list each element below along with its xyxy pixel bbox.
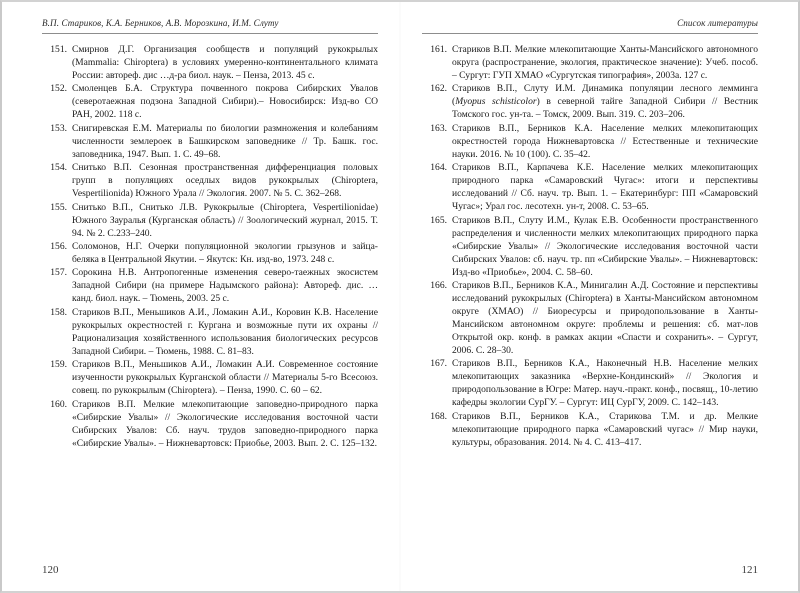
right-page (400, 0, 800, 593)
left-page-number: 120 (42, 564, 59, 576)
reference-text: Стариков В.П., Берников К.А. Население мелких млекопитающих окрестностей города Нижневартовска // Естественные и технические науки. 2016. № 10 (100). С. 35–42. (452, 122, 758, 160)
reference-entry (42, 306, 378, 358)
reference-entry (42, 358, 378, 397)
right-page-number: 121 (741, 564, 758, 576)
reference-entry (422, 214, 758, 279)
reference-number: 161. (430, 44, 447, 55)
reference-entry (422, 122, 758, 161)
reference-number: 155. (50, 201, 67, 213)
reference-entry (42, 82, 378, 121)
reference-number: 165. (430, 214, 447, 226)
reference-entry (422, 161, 758, 213)
reference-text: Стариков В.П., Слуту И.М., Кулак Е.В. Особенности пространственного распределения и численности мелких млекопитающих природного парка «Сибирские Увалы» // Экологические исследования восточной части Сибирских Увалов: сб. науч. тр. пп «Сибирские Увалы». – Нижневартовск: Изд-во «Приобье», 2004. С. 58–60. (452, 214, 758, 278)
right-reference-list (422, 43, 758, 449)
right-running-head: Список литературы (677, 18, 758, 28)
reference-text: Снитько В.П., Снитько Л.В. Рукокрылые (Chiroptera, Vespertilionidae) Южного Зауралья (Курганская область) // Зоологический журнал, 2015. Т. 94. № 2. С.233–240. (72, 201, 378, 239)
reference-number: 168. (430, 410, 447, 422)
reference-number: 160. (50, 398, 67, 410)
reference-number: 164. (430, 162, 447, 174)
reference-text: Стариков В.П., Слуту И.М. Динамика популяции лесного лемминга (Myopus schisticolor) в северной тайге Западной Сибири // Вестник Томского гос. ун-та. – Томск, 2009. Вып. 319. С. 203–206. (452, 83, 758, 121)
reference-entry (42, 240, 378, 266)
reference-text: Снигиревская Е.М. Материалы по биологии размножения и колебаниям численности землероек в Башкирском заповеднике // Тр. Башк. гос. заповедника, 1947. Вып. 1. С. 49–68. (72, 122, 378, 160)
reference-number: 163. (430, 122, 447, 134)
reference-text: Стариков В.П. Мелкие млекопитающие Ханты-Мансийского автономного округа (распространение, экология, практическое значение): Учеб. пособ. – Сургут: ГУП ХМАО «Сургутская типография», 2003а. 127 с. (452, 44, 758, 81)
reference-text: Стариков В.П. Мелкие млекопитающие заповедно-природного парка «Сибирские Увалы» // Экологические исследования восточной части Сибирских Увалов: Сб. науч. трудов заповедно-природного парка «Сибирские Увалы». – Нижневартовск: Приобье, 2003. Вып. 2. С. 125–132. (72, 398, 378, 449)
left-header-rule (42, 33, 378, 34)
reference-entry (42, 43, 378, 82)
reference-text: Стариков В.П., Берников К.А., Минигалин А.Д. Состояние и перспективы исследований рукокрылых (Chiroptera) в Ханты-Мансийском автономном округе (ХМАО) // Биоресурсы и природопользование в Ханты-Мансийском автономном округе: проблемы и решения: сб. мат-лов Открытой окр. конф. в рамках акции «Спасти и сохранить». – Сургут, 2006. С. 28–30. (452, 279, 758, 356)
latin-species-name: Myopus schisticolor (455, 96, 537, 108)
reference-text: Сорокина Н.В. Антропогенные изменения северо-таежных экосистем Западной Сибири (на примере Надымского района): Автореф. дис. … канд. биол. наук. – Тюмень, 2003. 25 с. (72, 267, 378, 305)
right-header-rule (422, 33, 758, 34)
reference-text: Смоленцев Б.А. Структура почвенного покрова Сибирских Увалов (северотаежная подзона Западной Сибири).– Новосибирск: Изд-во СО РАН, 2002. 118 с. (72, 83, 378, 121)
reference-entry (422, 279, 758, 357)
left-running-head: В.П. Стариков, К.А. Берников, А.В. Морозкина, И.М. Слуту (42, 18, 279, 28)
reference-entry (42, 201, 378, 240)
reference-entry (422, 43, 758, 82)
reference-entry (422, 82, 758, 121)
reference-entry (42, 122, 378, 161)
reference-number: 152. (50, 83, 67, 95)
reference-number: 157. (50, 267, 67, 279)
reference-number: 153. (50, 122, 67, 134)
reference-number: 151. (50, 44, 67, 55)
reference-text: Стариков В.П., Карпачева К.Е. Население мелких млекопитающих природного парка «Самаровский Чугас»: итоги и перспективы исследований // Сб. науч. тр. Вып. 1. – Екатеринбург: ПП «Самаровский Чугас»; Урал гос. лесотехн. ун-т, 2008. С. 53–65. (452, 162, 758, 213)
reference-entry (42, 266, 378, 305)
reference-number: 154. (50, 162, 67, 174)
reference-text: Соломонов, Н.Г. Очерки популяционной экологии грызунов и зайца-беляка в Центральной Якутии. – Якутск: Кн. изд-во, 1973. 248 с. (72, 240, 378, 265)
reference-entry (42, 398, 378, 450)
reference-text: Стариков В.П., Берников К.А., Наконечный Н.В. Население мелких млекопитающих заказника «Верхне-Кондинский» // Экология и природопользование в Югре: Матер. науч.-практ. конф., посвящ., 10-летию кафедры экологии СурГУ. – Сургут: ИЦ СурГУ, 2009. С. 142–143. (452, 358, 758, 409)
reference-text: Стариков В.П., Меньшиков А.И., Ломакин А.И. Современное состояние изученности рукокрылых Курганской области // Материалы 5-го Всесоюз. совещ. по рукокрылым (Chiroptera). – Пенза, 1990. С. 60 – 62. (72, 359, 378, 397)
left-reference-list (42, 43, 378, 450)
reference-text: Стариков В.П., Меньшиков А.И., Ломакин А.И., Коровин К.В. Население рукокрылых окрестностей г. Кургана и возможные пути их охраны // Рационализация хозяйственного использования биологических ресурсов Западной Сибири. – Тюмень, 1988. С. 81–83. (72, 306, 378, 357)
reference-text: Смирнов Д.Г. Организация сообществ и популяций рукокрылых (Mammalia: Chiroptera) в условиях умеренно-континентального климата России: автореф. дис …д-ра биол. наук. – Пенза, 2013. 45 с. (72, 44, 378, 81)
reference-number: 167. (430, 358, 447, 370)
reference-entry (42, 161, 378, 200)
reference-entry (422, 410, 758, 449)
reference-number: 166. (430, 279, 447, 291)
reference-entry (422, 357, 758, 409)
reference-text: Стариков В.П., Берников К.А., Старикова Т.М. и др. Мелкие млекопитающие природного парка «Самаровский чугас» // Мир науки, культуры, образования. 2014. № 4. С. 413–417. (452, 410, 758, 448)
reference-number: 158. (50, 306, 67, 318)
reference-number: 156. (50, 240, 67, 252)
reference-number: 162. (430, 83, 447, 95)
reference-number: 159. (50, 359, 67, 371)
reference-text: Снитько В.П. Сезонная пространственная дифференциация половых групп в популяциях оседлых видов рукокрылых (Chiroptera, Vespertilionida) Южного Урала // Экология. 2007. № 5. С. 362–268. (72, 162, 378, 200)
